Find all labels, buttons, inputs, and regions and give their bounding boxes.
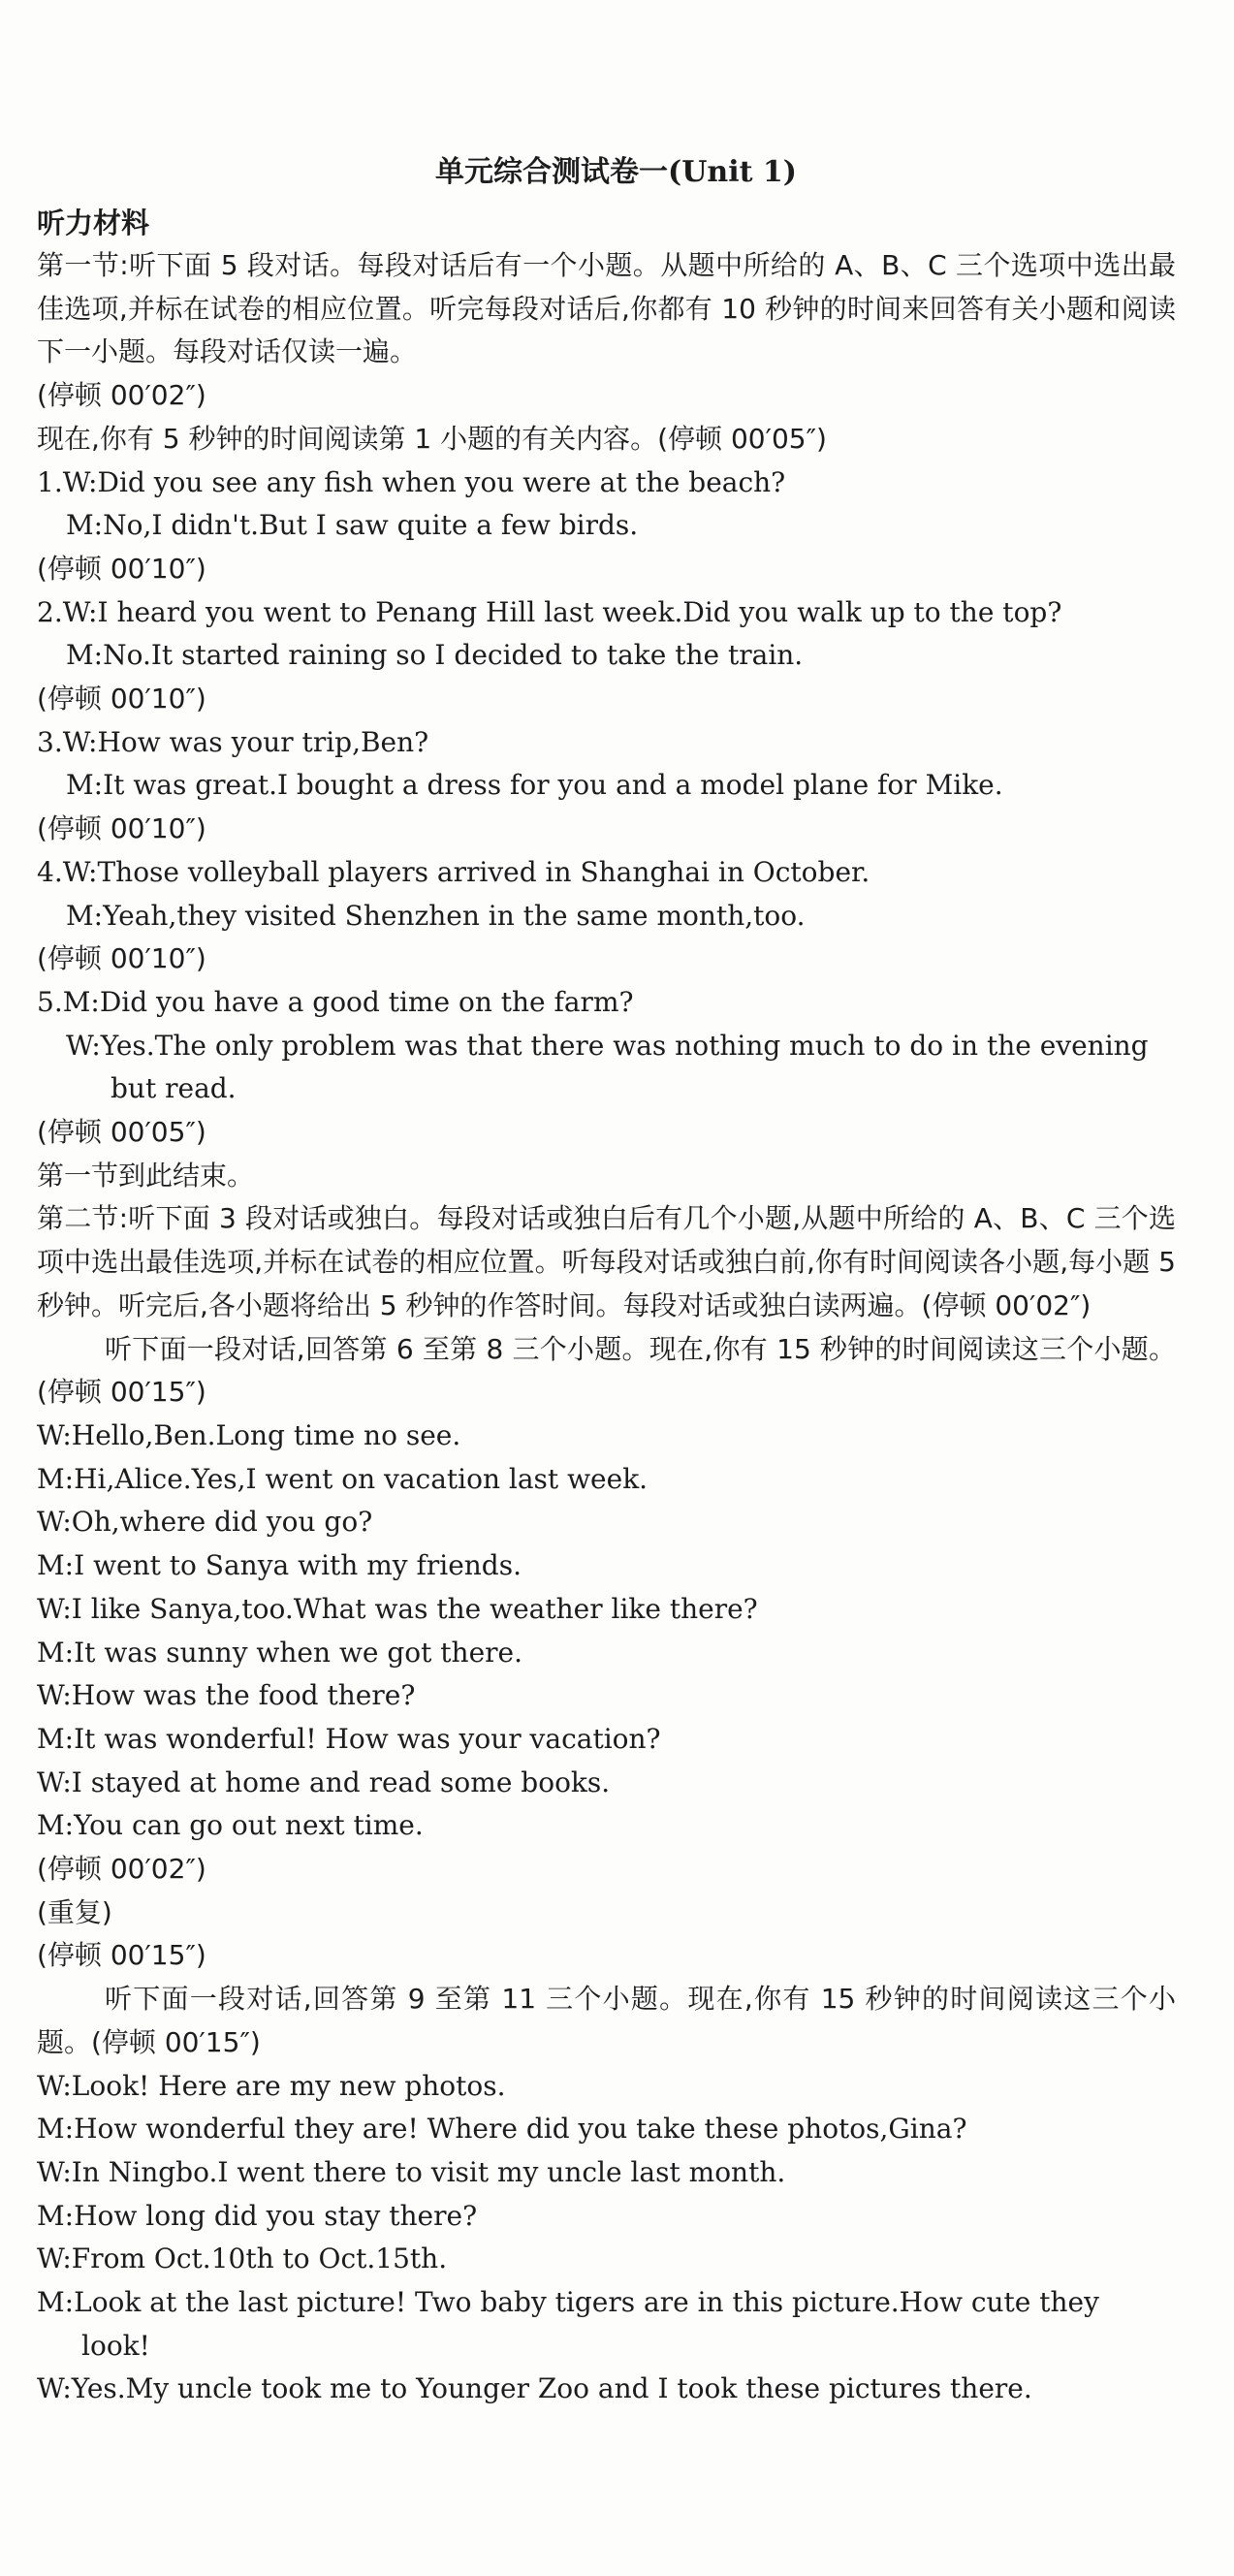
conversation-line: W:Hello,Ben.Long time no see.: [37, 1418, 461, 1451]
pause-text: (停顿 00′05″): [37, 1116, 206, 1149]
pause-text: (停顿 00′10″): [37, 683, 206, 716]
pause-text: (停顿 00′02″): [37, 1853, 206, 1886]
dialogue-5: [37, 981, 1176, 1155]
document-title: 单元综合测试卷一(Unit 1): [435, 155, 797, 189]
conversation-line: W:Yes.My uncle took me to Younger Zoo and I took these pictures there.: [37, 2372, 1032, 2405]
dialogue-answer: M:No.It started raining so I decided to take the train.: [66, 639, 804, 672]
conversation-line: M:Look at the last picture! Two baby tigers are in this picture.How cute they look!: [37, 2286, 1099, 2362]
pause-text: (停顿 00′10″): [37, 812, 206, 845]
pause-text: (停顿 00′10″): [37, 552, 206, 585]
dialogue-question: 2.W:I heard you went to Penang Hill last week.Did you walk up to the top?: [37, 595, 1062, 628]
conversation-2: [37, 2065, 1176, 2412]
section2-intro: 第二节:听下面 3 段对话或独白。每段对话或独白后有几个小题,从题中所给的 A、B、C 三个选项中选出最佳选项,并标在试卷的相应位置。听每段对话或独白前,你有时间阅读各小题,每小题 5 秒钟。听完后,各小题将给出 5 秒钟的作答时间。每段对话或独白读两遍。(停顿 00′02″): [37, 1202, 1176, 1321]
conversation-line: M:It was wonderful! How was your vacation?: [37, 1722, 661, 1755]
conversation-line: W:I stayed at home and read some books.: [37, 1765, 611, 1798]
conversation-line: W:How was the food there?: [37, 1679, 416, 1712]
dialogue-answer: M:It was great.I bought a dress for you and a model plane for Mike.: [66, 769, 1003, 802]
dialogue-1: [37, 461, 1176, 591]
section1-intro: 第一节:听下面 5 段对话。每段对话后有一个小题。从题中所给的 A、B、C 三个选项中选出最佳选项,并标在试卷的相应位置。听完每段对话后,你都有 10 秒钟的时间来回答有关小题和阅读下一小题。每段对话仅读一遍。: [37, 249, 1176, 368]
dialogue-answer: M:No,I didn't.But I saw quite a few birds.: [66, 509, 639, 542]
conversation-line: M:I went to Sanya with my friends.: [37, 1549, 522, 1582]
dialogue-answer: W:Yes.The only problem was that there was nothing much to do in the evening but read.: [66, 1029, 1149, 1105]
dialogue-4: [37, 851, 1176, 981]
pause-text: (停顿 00′10″): [37, 942, 206, 975]
dialogue-question: 3.W:How was your trip,Ben?: [37, 725, 429, 758]
section1-end: 第一节到此结束。: [37, 1159, 255, 1192]
conversation-line: M:It was sunny when we got there.: [37, 1636, 523, 1669]
part1-intro: 听下面一段对话,回答第 6 至第 8 三个小题。现在,你有 15 秒钟的时间阅读这三个小题。(停顿 00′15″): [37, 1332, 1176, 1409]
dialogue-question: 1.W:Did you see any fish when you were at the beach?: [37, 465, 786, 498]
conversation-line: W:Look! Here are my new photos.: [37, 2069, 506, 2102]
part2-intro: 听下面一段对话,回答第 9 至第 11 三个小题。现在,你有 15 秒钟的时间阅读这三个小题。(停顿 00′15″): [37, 1983, 1176, 2058]
conversation-line: M:How wonderful they are! Where did you take these photos,Gina?: [37, 2113, 967, 2146]
pause-text: (停顿 00′02″): [37, 379, 206, 412]
dialogue-question: 5.M:Did you have a good time on the farm?: [37, 985, 634, 1018]
conversation-line: M:Hi,Alice.Yes,I went on vacation last week.: [37, 1462, 649, 1495]
dialogue-2: [37, 591, 1176, 721]
conversation-1: [37, 1415, 1176, 1848]
repeat-text: (重复): [37, 1895, 112, 1928]
read-prompt: 现在,你有 5 秒钟的时间阅读第 1 小题的有关内容。(停顿 00′05″): [37, 422, 827, 455]
conversation-line: W:From Oct.10th to Oct.15th.: [37, 2242, 448, 2275]
conversation-line: M:You can go out next time.: [37, 1809, 424, 1842]
conversation-line: W:Oh,where did you go?: [37, 1506, 373, 1539]
dialogue-question: 4.W:Those volleyball players arrived in Shanghai in October.: [37, 855, 870, 888]
conversation-line: W:I like Sanya,too.What was the weather like there?: [37, 1592, 758, 1625]
conversation-line: W:In Ningbo.I went there to visit my uncle last month.: [37, 2155, 786, 2188]
dialogue-3: [37, 721, 1176, 851]
pause-text: (停顿 00′15″): [37, 1939, 206, 1972]
section-heading: 听力材料: [37, 207, 150, 239]
dialogue-answer: M:Yeah,they visited Shenzhen in the same month,too.: [66, 899, 806, 932]
conversation-line: M:How long did you stay there?: [37, 2199, 478, 2232]
